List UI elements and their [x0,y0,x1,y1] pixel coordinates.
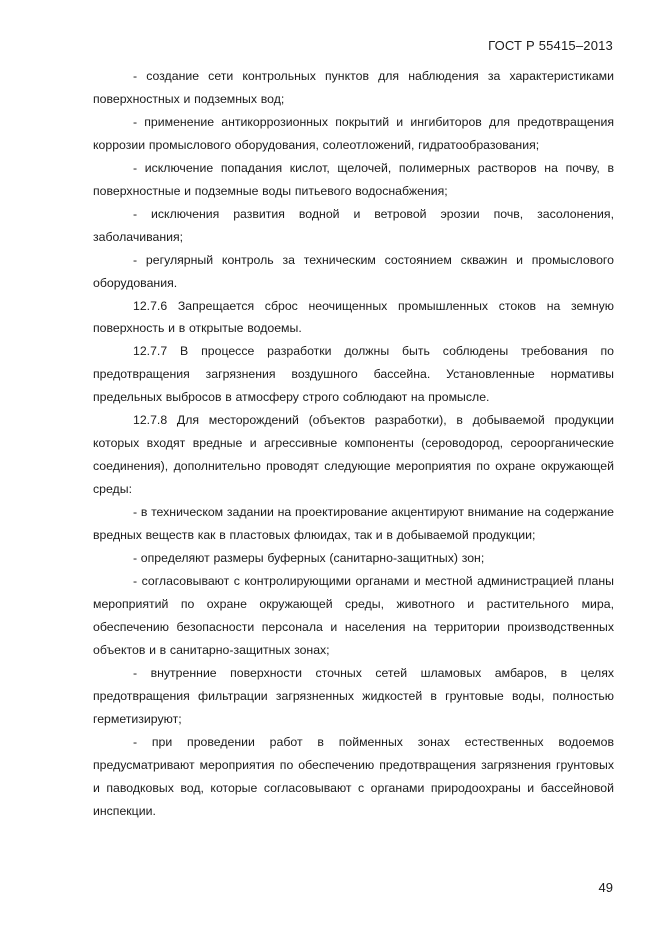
standard-header: ГОСТ Р 55415–2013 [488,38,613,53]
clause-12-7-6: 12.7.6 Запрещается сброс неочищенных промышленных стоков на земную поверхность и в открытые водоемы. [93,298,614,336]
document-body [93,65,614,822]
page-number: 49 [598,880,613,895]
list-item-buffer-zones: - определяют размеры буферных (санитарно-защитных) зон; [133,551,485,566]
clause-12-7-7: 12.7.7 В процессе разработки должны быть соблюдены требования по предотвращения загрязнения воздушного бассейна. Установленные нормативы предельных выбросов в атмосферу строго соблюдают на промысле. [93,344,614,405]
list-item-well-control: - регулярный контроль за техническим состоянием скважин и промыслового оборудования. [93,252,614,290]
list-item-anticorrosion: - применение антикоррозионных покрытий и ингибиторов для предотвращения коррозии промыслового оборудования, солеотложений, гидратообразования; [93,114,614,152]
list-item-erosion-prevention: - исключения развития водной и ветровой эрозии почв, засолонения, заболачивания; [93,206,614,244]
list-item-coordination: - согласовывают с контролирующими органами и местной администрацией планы мероприятий по охране окружающей среды, животного и растительного мира, обеспечению безопасности персонала и населения на территории производственных объектов и в санитарно-защитных зонах; [93,573,614,657]
list-item-spill-prevention: - исключение попадания кислот, щелочей, полимерных растворов на почву, в поверхностные и подземные воды питьевого водоснабжения; [93,160,614,198]
list-item-floodplain-works: - при проведении работ в пойменных зонах естественных водоемов предусматривают мероприятия по обеспечению предотвращения загрязнения грунтовых и паводковых вод, которые согласовывают с органами природоохраны и бассейновой инспекции. [93,734,614,818]
list-item-monitoring-network: - создание сети контрольных пунктов для наблюдения за характеристиками поверхностных и подземных вод; [93,69,614,106]
list-item-technical-assignment: - в техническом задании на проектирование акцентируют внимание на содержание вредных веществ как в пластовых флюидах, так и в добываемой продукции; [93,505,614,543]
list-item-sealing: - внутренние поверхности сточных сетей шламовых амбаров, в целях предотвращения фильтрации загрязненных жидкостей в грунтовые воды, полностью герметизируют; [93,665,614,726]
clause-12-7-8: 12.7.8 Для месторождений (объектов разработки), в добываемой продукции которых входят вредные и агрессивные компоненты (сероводород, сероорганические соединения), дополнительно проводят следующие мероприятия по охране окружающей среды: [93,413,614,497]
